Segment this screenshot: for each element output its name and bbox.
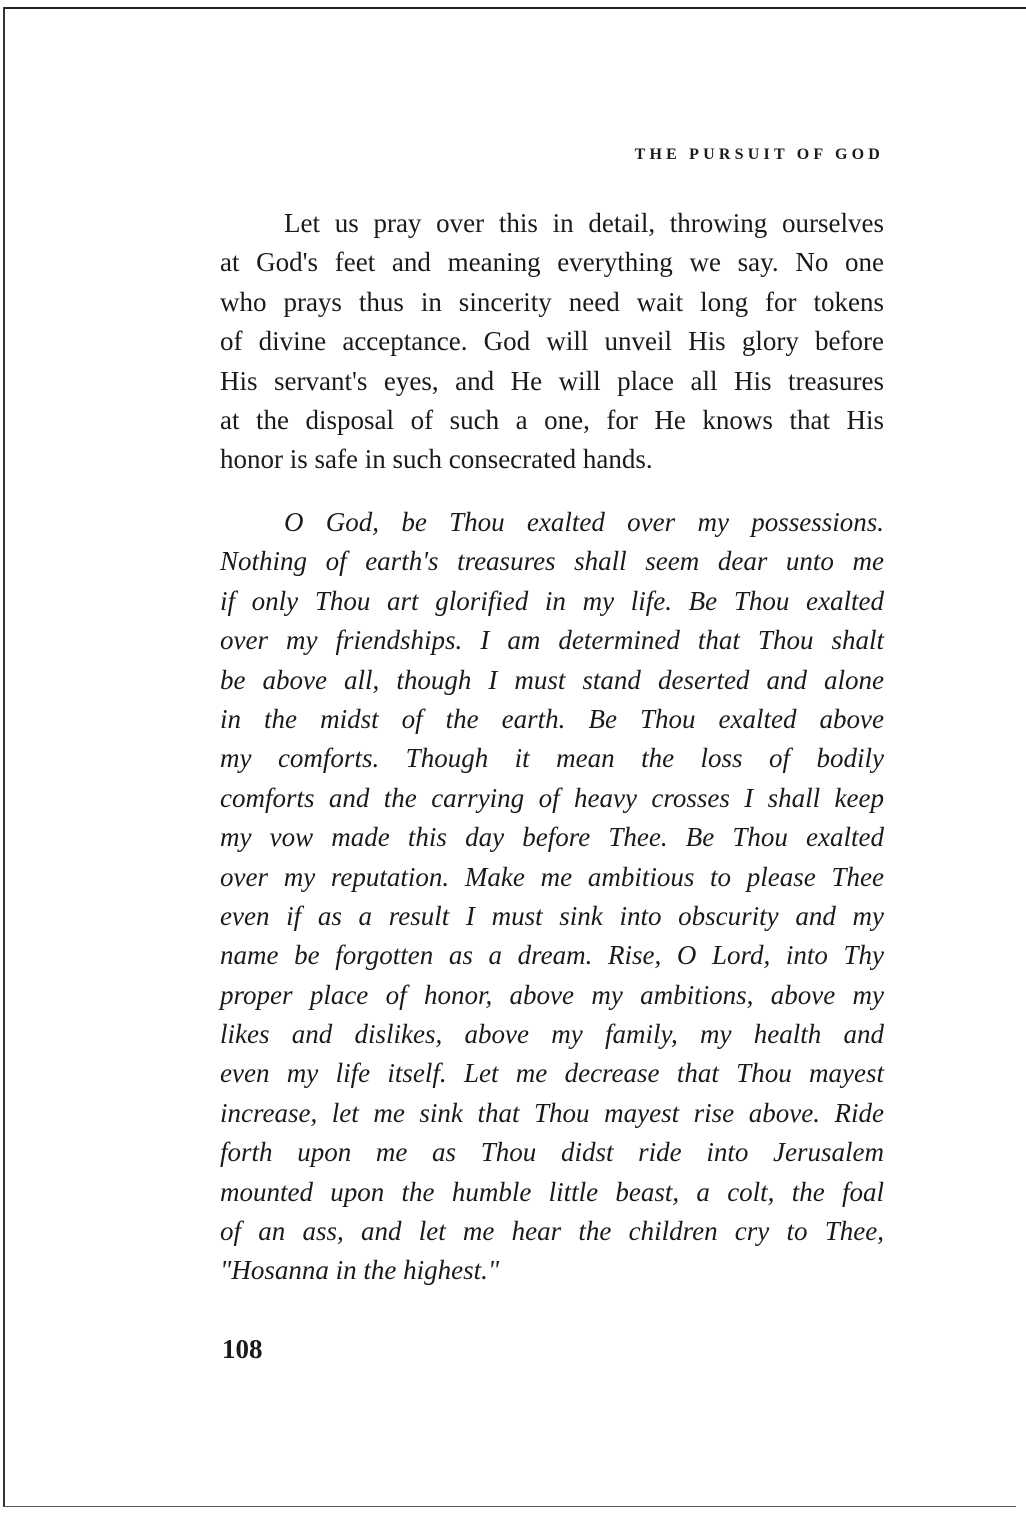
paragraph-1 <box>220 204 884 480</box>
text-line: my vow made this day before Thee. Be Thou exalted <box>220 822 884 853</box>
text-line: increase, let me sink that Thou mayest rise above. Ride <box>220 1097 884 1128</box>
page-edge-bottom <box>4 1506 1016 1507</box>
text-line: over my reputation. Make me ambitious to please Thee <box>220 861 884 892</box>
text-line: forth upon me as Thou didst ride into Jerusalem <box>220 1137 884 1168</box>
text-line: honor is safe in such consecrated hands. <box>220 444 653 475</box>
page-number: 108 <box>222 1334 263 1364</box>
text-line: over my friendships. I am determined that Thou shalt <box>220 625 884 656</box>
text-line: O God, be Thou exalted over my possessions. <box>284 507 884 537</box>
text-line: if only Thou art glorified in my life. Be Thou exalted <box>220 585 884 616</box>
text-line: His servant's eyes, and He will place all His treasures <box>220 365 884 396</box>
text-line: be above all, though I must stand deserted and alone <box>220 664 884 695</box>
text-line: of divine acceptance. God will unveil His glory before <box>220 326 884 357</box>
text-line: Nothing of earth's treasures shall seem dear unto me <box>220 546 884 577</box>
text-line: who prays thus in sincerity need wait long for tokens <box>220 286 884 317</box>
text-line: comforts and the carrying of heavy crosses I shall keep <box>220 782 884 813</box>
text-line: mounted upon the humble little beast, a colt, the foal <box>220 1176 884 1207</box>
text-line: even if as a result I must sink into obscurity and my <box>220 900 884 931</box>
running-head: THE PURSUIT OF GOD <box>634 146 884 163</box>
text-line: my comforts. Though it mean the loss of bodily <box>220 743 884 774</box>
text-line: name be forgotten as a dream. Rise, O Lord, into Thy <box>220 940 884 971</box>
text-line: at God's feet and meaning everything we say. No one <box>220 247 884 278</box>
text-line: "Hosanna in the highest." <box>220 1255 500 1286</box>
paragraph-2-prayer <box>220 503 884 1291</box>
page-edge-top <box>4 7 1026 9</box>
text-line: of an ass, and let me hear the children cry to Thee, <box>220 1216 884 1247</box>
text-line: Let us pray over this in detail, throwing ourselves <box>284 208 884 238</box>
page-edge-left <box>3 7 5 1507</box>
text-line: at the disposal of such a one, for He knows that His <box>220 404 884 435</box>
text-line: in the midst of the earth. Be Thou exalted above <box>220 703 884 734</box>
text-line: proper place of honor, above my ambitions, above my <box>220 979 884 1010</box>
text-line: even my life itself. Let me decrease that Thou mayest <box>220 1058 884 1089</box>
text-line: likes and dislikes, above my family, my health and <box>220 1019 884 1050</box>
